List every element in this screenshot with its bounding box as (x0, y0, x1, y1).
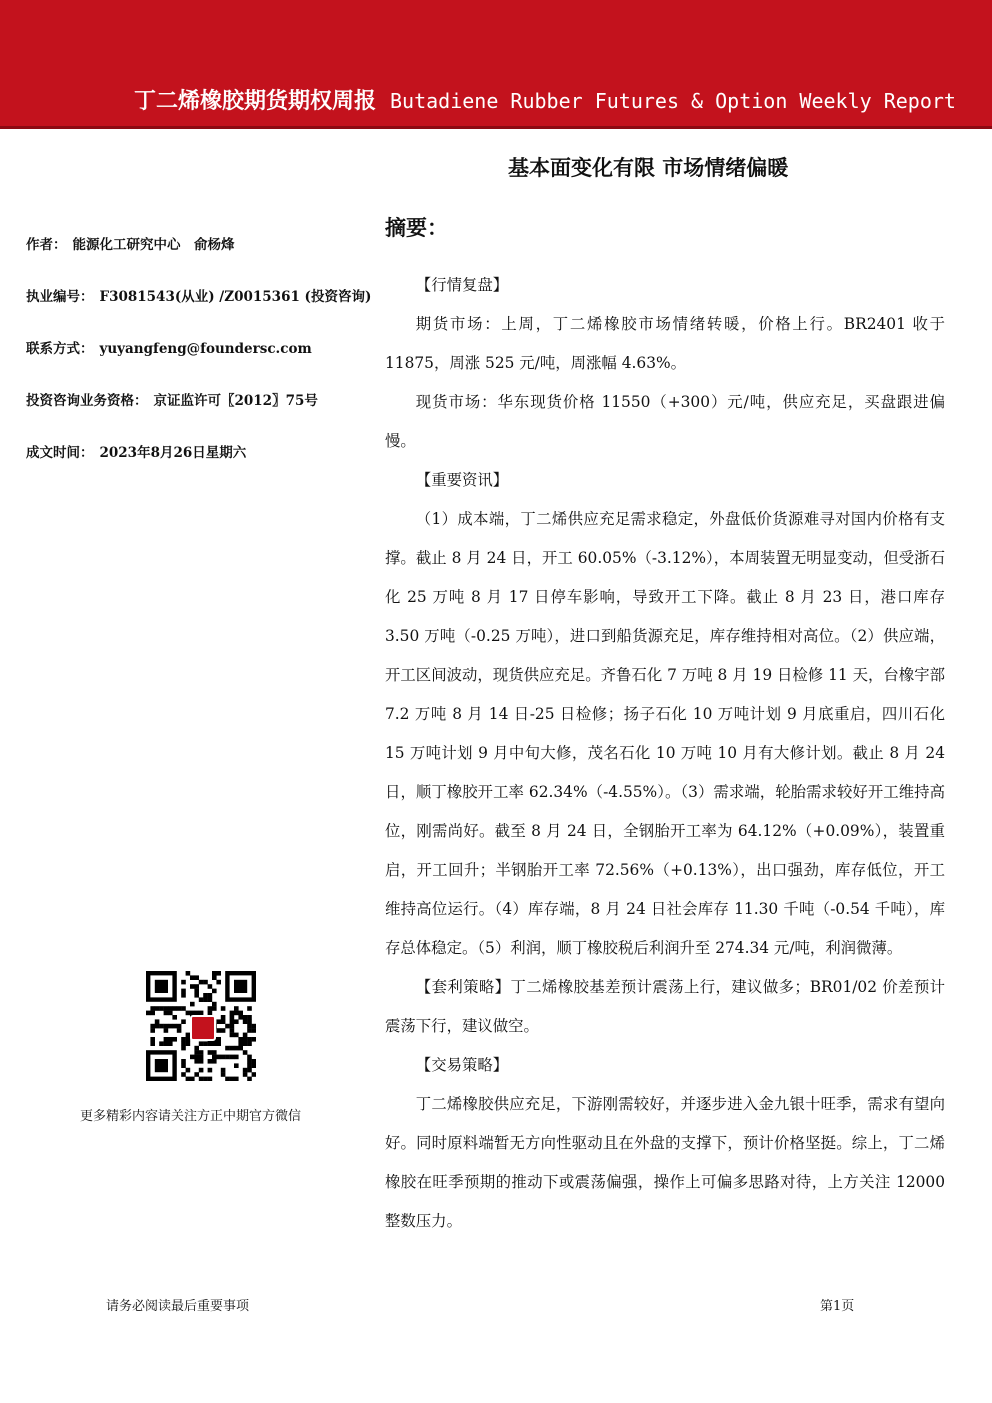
qr-caption: 更多精彩内容请关注方正中期官方微信 (80, 1109, 302, 1124)
meta-label: 执业编号： (26, 289, 94, 305)
paragraph-trading-strategy: 丁二烯橡胶供应充足，下游刚需较好，并逐步进入金九银十旺季，需求有望向好。同时原料端暂无方向性驱动且在外盘的支撑下，预计价格坚挺。综上，丁二烯橡胶在旺季预期的推动下或震荡偏强，操作上可偏多思路对待，上方关注 12000 整数压力。 (385, 1095, 945, 1230)
meta-label: 联系方式： (26, 341, 94, 357)
brand-logo-icon (190, 1015, 216, 1041)
meta-value: 能源化工研究中心 俞杨烽 (72, 237, 235, 253)
abstract-heading: 摘要： (385, 216, 448, 240)
report-title: 基本面变化有限 市场情绪偏暖 (508, 156, 789, 180)
meta-license (26, 285, 372, 305)
wechat-qr-code (146, 971, 256, 1081)
paragraph-spot-market: 现货市场：华东现货价格 11550（+300）元/吨，供应充足，买盘跟进偏慢。 (385, 393, 945, 450)
meta-author (26, 233, 366, 253)
meta-label: 投资咨询业务资格： (26, 393, 148, 409)
header-title-en: Butadiene Rubber Futures & Option Weekly Report (390, 89, 956, 113)
meta-value: F3081543(从业) /Z0015361 (投资咨询) (99, 289, 372, 305)
meta-value: 京证监许可〖2012〗75号 (153, 393, 318, 409)
paragraph-futures-market: 期货市场：上周，丁二烯橡胶市场情绪转暖，价格上行。BR2401 收于 11875，周涨 525 元/吨，周涨幅 4.63%。 (385, 315, 945, 372)
meta-date (26, 441, 366, 461)
abstract-body (385, 266, 945, 1241)
section-heading-trading-strategy: 【交易策略】 (415, 1056, 509, 1074)
meta-label: 成文时间： (26, 445, 94, 461)
header-title (134, 84, 956, 115)
meta-contact (26, 337, 366, 357)
section-heading-market-review: 【行情复盘】 (415, 276, 509, 294)
page-number: 第1页 (820, 1299, 855, 1314)
meta-qualification (26, 389, 366, 409)
header-title-cn: 丁二烯橡胶期货期权周报 (134, 89, 377, 114)
header-divider (0, 126, 992, 129)
meta-value: 2023年8月26日星期六 (99, 445, 247, 461)
meta-email[interactable]: yuyangfeng@foundersc.com (99, 341, 312, 357)
footer-notice: 请务必阅读最后重要事项 (106, 1299, 250, 1314)
section-heading-key-news: 【重要资讯】 (415, 471, 509, 489)
meta-label: 作者： (26, 237, 67, 253)
paragraph-key-news: （1）成本端，丁二烯供应充足需求稳定，外盘低价货源难寻对国内价格有支撑。截止 8 月 24 日，开工 60.05%（-3.12%），本周装置无明显变动，但受浙石化 25 万吨 8 月 17 日停车影响，导致开工下降。截止 8 月 23 日，港口库存 3.50 万吨（-0.25 万吨），进口到船货源充足，库存维持相对高位。（2）供应端，开工区间波动，现货供应充足。齐鲁石化 7 万吨 8 月 19 日检修 11 天，台橡宇部 7.2 万吨 8 月 14 日-25 日检修；扬子石化 10 万吨计划 9 月底重启，四川石化 15 万吨计划 9 月中旬大修，茂名石化 10 万吨 10 月有大修计划。截止 8 月 24 日，顺丁橡胶开工率 62.34%（-4.55%）。（3）需求端，轮胎需求较好开工维持高位，刚需尚好。截至 8 月 24 日，全钢胎开工率为 64.12%（+0.09%），装置重启，开工回升；半钢胎开工率 72.56%（+0.13%），出口强劲，库存低位，开工维持高位运行。（4）库存端，8 月 24 日社会库存 11.30 千吨（-0.54 千吨），库存总体稳定。（5）利润，顺丁橡胶税后利润升至 274.34 元/吨，利润微薄。 (385, 510, 945, 957)
paragraph-arbitrage-strategy: 【套利策略】丁二烯橡胶基差预计震荡上行，建议做多；BR01/02 价差预计震荡下行，建议做空。 (385, 978, 945, 1035)
